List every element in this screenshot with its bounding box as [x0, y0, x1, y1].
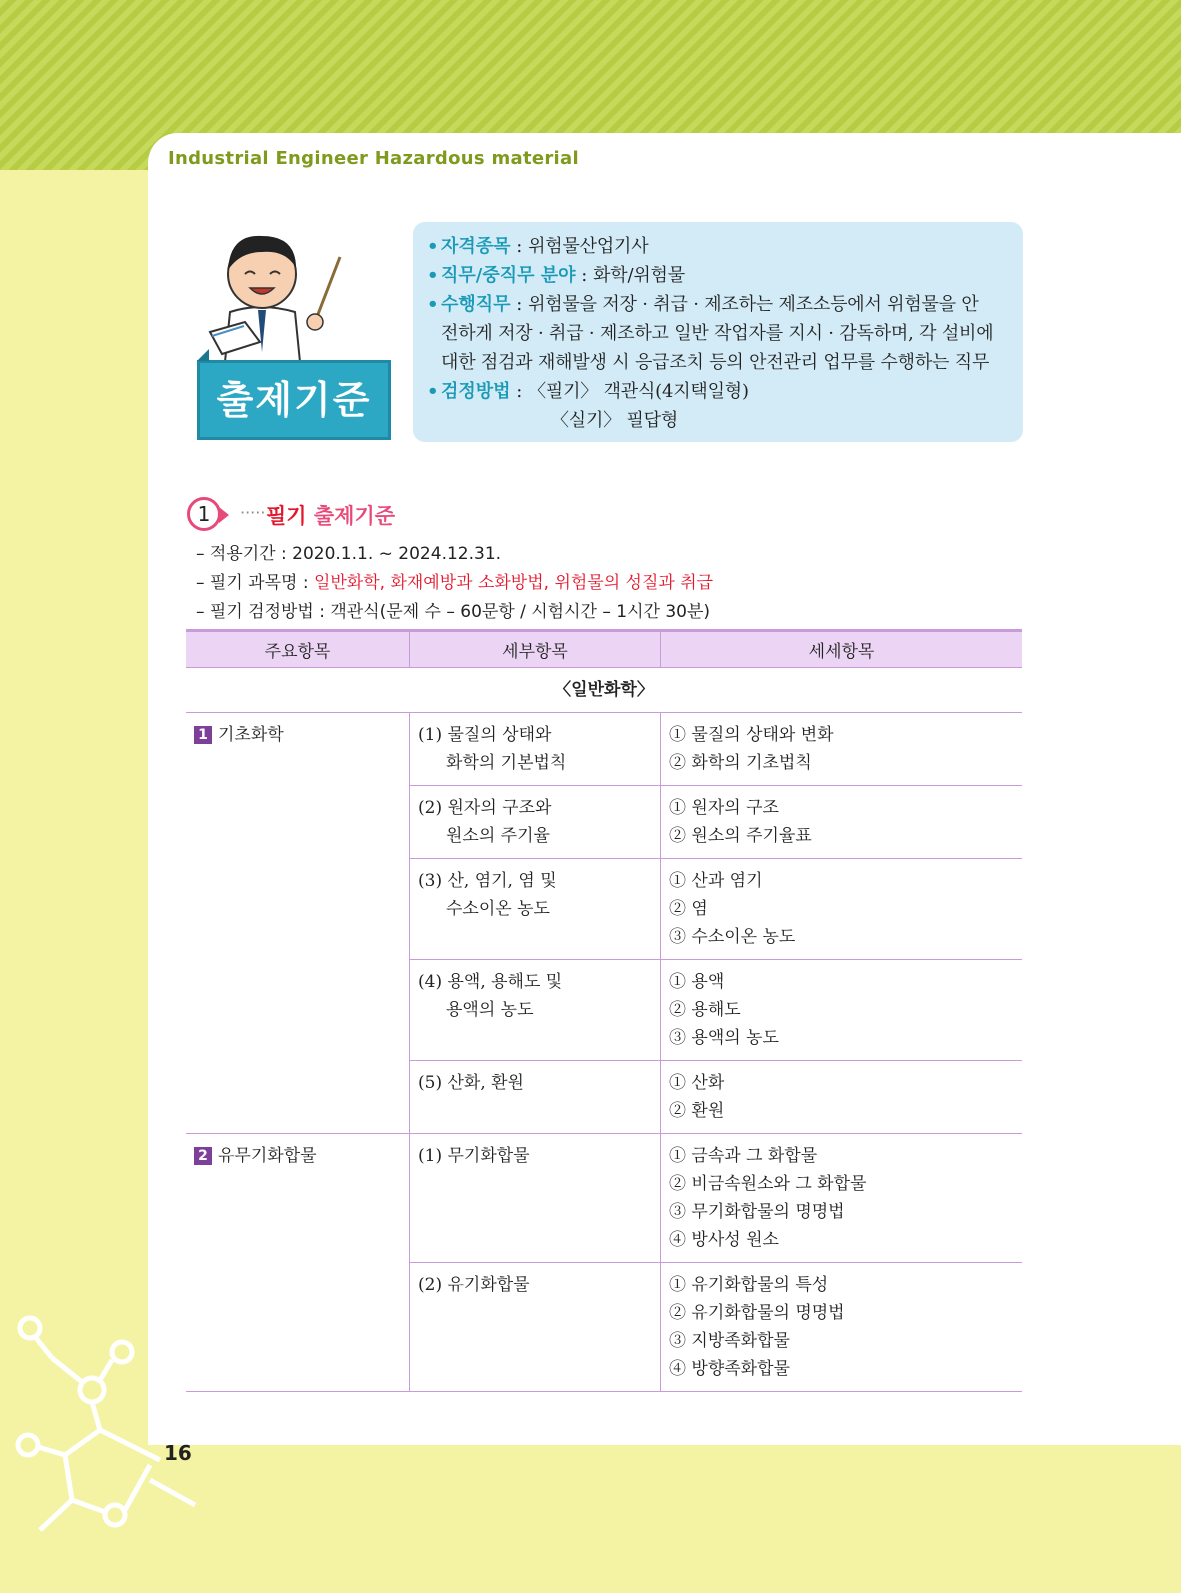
main-item-cell: 1 기초화학	[186, 713, 410, 1134]
sub-item-cell: (1) 무기화합물	[410, 1134, 661, 1263]
header-main-item: 주요항목	[186, 631, 410, 668]
table-row	[186, 1134, 1022, 1263]
table-header-row	[186, 631, 1022, 668]
sub-item-cell: (4) 용액, 용해도 및 용액의 농도	[410, 960, 661, 1061]
main-item-cell: 2 유무기화합물	[186, 1134, 410, 1392]
criteria-table	[186, 629, 1022, 1392]
section-arrow-icon	[219, 507, 229, 523]
detail-item-cell: ① 산화 ② 환원	[661, 1061, 1023, 1134]
detail-item-cell: ① 용액 ② 용해도 ③ 용액의 농도	[661, 960, 1023, 1061]
exam-criteria-badge: 출제기준	[197, 360, 391, 440]
bullet-icon: •	[427, 236, 439, 257]
detail-period: – 적용기간 : 2020.1.1. ~ 2024.12.31.	[196, 544, 502, 564]
bullet-icon: •	[427, 381, 439, 402]
section-dots: ·····	[240, 503, 266, 522]
info-row-duty: • 수행직무 : 위험물을 저장 · 취급 · 제조하는 제조소등에서 위험물을 안 전하게 저장 · 취급 · 제조하고 일반 작업자를 지시 · 감독하며, 각 설비에 대한 점검과 재해발생 시 응급조치 등의 안전관리 업무를 수행하는 직무	[427, 290, 1009, 377]
page-number: 16	[164, 1441, 192, 1465]
sub-item-cell: (3) 산, 염기, 염 및 수소이온 농도	[410, 859, 661, 960]
detail-item-cell: ① 원자의 구조 ② 원소의 주기율표	[661, 786, 1023, 859]
section-details	[196, 540, 713, 627]
sub-item-cell: (2) 유기화합물	[410, 1263, 661, 1392]
sub-item-cell: (1) 물질의 상태와 화학의 기본법칙	[410, 713, 661, 786]
detail-item-cell: ① 물질의 상태와 변화 ② 화학의 기초법칙	[661, 713, 1023, 786]
detail-subjects: – 필기 과목명 : 일반화학, 화재예방과 소화방법, 위험물의 성질과 취급	[196, 573, 714, 593]
detail-method: – 필기 검정방법 : 객관식(문제 수 – 60문항 / 시험시간 – 1시간 30분)	[196, 602, 711, 622]
running-title: Industrial Engineer Hazardous material	[168, 148, 579, 169]
info-row-field: • 직무/중직무 분야 : 화학/위험물	[427, 261, 1009, 290]
bullet-icon: •	[427, 294, 439, 315]
detail-item-cell: ① 금속과 그 화합물 ② 비금속원소와 그 화합물 ③ 무기화합물의 명명법 ④ 방사성 원소	[661, 1134, 1023, 1263]
subject-title: 〈일반화학〉	[186, 668, 1022, 713]
subject-row	[186, 668, 1022, 713]
detail-item-cell: ① 산과 염기 ② 염 ③ 수소이온 농도	[661, 859, 1023, 960]
section-number: 1	[187, 497, 221, 531]
header-detail-item: 세세항목	[661, 631, 1023, 668]
qualification-info-box	[413, 222, 1023, 442]
teacher-mascot-illustration	[200, 222, 360, 362]
header-sub-item: 세부항목	[410, 631, 661, 668]
info-row-qualification: • 자격종목 : 위험물산업기사	[427, 232, 1009, 261]
bullet-icon: •	[427, 265, 439, 286]
table-row	[186, 713, 1022, 786]
sub-item-cell: (2) 원자의 구조와 원소의 주기율	[410, 786, 661, 859]
number-badge: 2	[194, 1147, 212, 1165]
info-row-exam-method: • 검정방법 : 〈필기〉 객관식(4지택일형) 〈실기〉 필답형	[427, 377, 1009, 435]
sub-item-cell: (5) 산화, 환원	[410, 1061, 661, 1134]
section-title: 필기 출제기준	[266, 504, 396, 528]
number-badge: 1	[194, 726, 212, 744]
detail-item-cell: ① 유기화합물의 특성 ② 유기화합물의 명명법 ③ 지방족화합물 ④ 방향족화합물	[661, 1263, 1023, 1392]
